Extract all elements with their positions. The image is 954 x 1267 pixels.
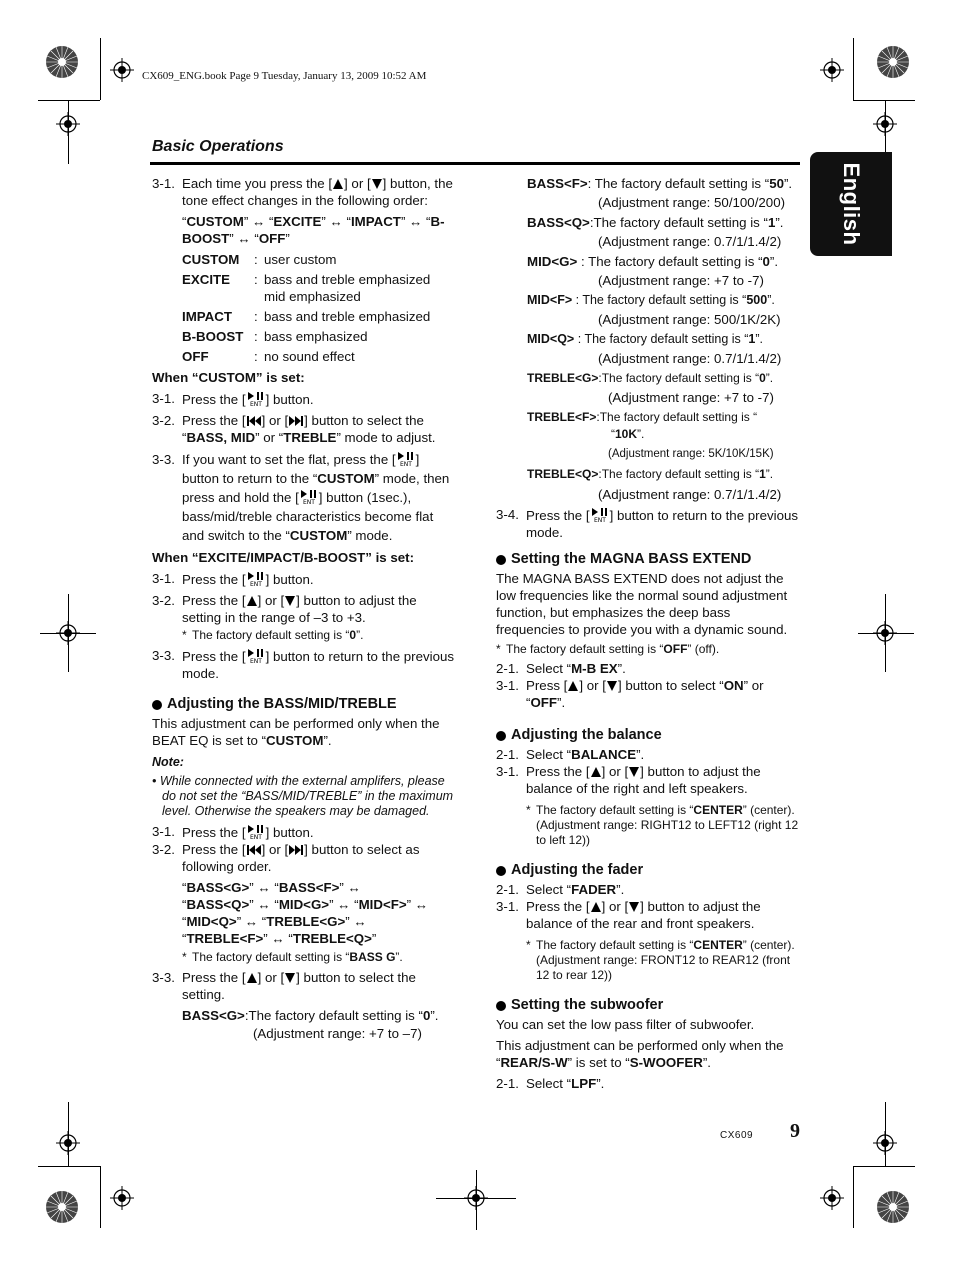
registration-mark-icon — [110, 58, 134, 82]
starburst-mark-icon — [42, 1187, 82, 1227]
mode-definition: CUSTOM : user custom — [182, 252, 337, 267]
step: 3-2. Press the [ ] or [ ] button to adjust the setting in the range of –3 to +3. — [152, 593, 417, 625]
mode-definition: B-BOOST : bass emphasized — [182, 329, 368, 344]
registration-mark-icon — [873, 112, 897, 136]
registration-mark-icon — [820, 1186, 844, 1210]
param-item: TREBLE<F>:The factory default setting is “ “10K”. — [527, 410, 758, 441]
param-item: TREBLE<Q>:The factory default setting is “1”. — [527, 467, 774, 481]
down-button-icon — [628, 901, 640, 913]
step: 2-1. Select “BALANCE”. — [496, 747, 645, 762]
mode-definition: OFF : no sound effect — [182, 349, 355, 364]
bullet-icon — [152, 700, 162, 710]
step: 3-3. Press the [ ENT ] button to return to the previous mode. — [152, 648, 455, 681]
param-item: MID<F> : The factory default setting is “500”. — [527, 293, 775, 307]
param-range: (Adjustment range: +7 to -7) — [608, 390, 774, 405]
note-text: • While connected with the external amplifers, please do not set the “BASS/MID/TREBLE” in the maximum level. Otherwise the speakers may be damaged. — [152, 774, 454, 818]
param-item: BASS<Q>:The factory default setting is “1”. — [527, 215, 784, 230]
up-button-icon — [590, 901, 602, 913]
svg-text:ENT: ENT — [593, 517, 606, 522]
play-pause-ent-button-icon — [299, 488, 319, 504]
step: 3-1. Press the [ ENT ] button. — [152, 391, 314, 407]
mbe-heading: Setting the MAGNA BASS EXTEND — [496, 551, 802, 568]
bullet-icon — [496, 1001, 506, 1011]
factory-note: * The factory default setting is “CENTER” (center). (Adjustment range: RIGHT12 to LEFT12 (right 12 to left 12)) — [496, 803, 802, 848]
starburst-mark-icon — [873, 42, 913, 82]
down-button-icon — [284, 595, 296, 607]
svg-text:ENT: ENT — [249, 834, 262, 839]
param-item: BASS<F>: The factory default setting is “50”. — [527, 176, 793, 191]
bass-g-range: (Adjustment range: +7 to –7) — [253, 1026, 422, 1041]
up-button-icon — [246, 972, 258, 984]
step: 3-2. Press the [ ] or [ ] button to select as following order. — [152, 842, 420, 874]
prev-button-icon — [246, 844, 262, 856]
mode-definition: IMPACT : bass and treble emphasized — [182, 309, 431, 324]
next-button-icon — [288, 415, 304, 427]
registration-mark-icon — [110, 1186, 134, 1210]
param-range: (Adjustment range: 500/1K/2K) — [598, 312, 781, 327]
play-pause-ent-button-icon — [396, 450, 416, 466]
up-button-icon — [246, 595, 258, 607]
tone-order: “CUSTOM” ↔ “EXCITE” ↔ “IMPACT” ↔ “B-BOOST” ↔ “OFF” — [182, 214, 445, 246]
step: 3-1. Press the [ ] or [ ] button to adjust the balance of the right and left speakers. — [496, 764, 761, 796]
up-button-icon — [590, 766, 602, 778]
balance-heading: Adjusting the balance — [496, 727, 802, 744]
subwoofer-paragraph: This adjustment can be performed only when the “REAR/S-W” is set to “S-WOOFER”. — [496, 1038, 784, 1070]
step: 3-1. Press the [ ] or [ ] button to adjust the balance of the rear and front speakers. — [496, 899, 761, 931]
bullet-icon — [496, 731, 506, 741]
band-order: “BASS<G>” ↔ “BASS<F>” ↔ “BASS<Q>” ↔ “MID<G>” ↔ “MID<F>” ↔ “MID<Q>” ↔ “TREBLE<G>” ↔ “TREBLE<F>” ↔ “TREBLE<Q>” — [182, 880, 429, 946]
bmt-heading: Adjusting the BASS/MID/TREBLE — [152, 696, 457, 713]
factory-note: * The factory default setting is “CENTER” (center). (Adjustment range: FRONT12 to REAR12 (front 12 to rear 12)) — [496, 938, 802, 983]
starburst-mark-icon — [42, 42, 82, 82]
language-tab-label: English — [839, 162, 864, 246]
param-list — [496, 175, 802, 503]
bass-g-param: BASS<G>:The factory default setting is “0”. — [182, 1008, 439, 1023]
param-item: MID<G> : The factory default setting is “0”. — [527, 254, 779, 269]
play-pause-ent-button-icon — [246, 390, 266, 406]
down-button-icon — [284, 972, 296, 984]
mode-definition: EXCITE : bass and treble emphasized mid emphasized — [182, 272, 431, 304]
svg-text:ENT: ENT — [249, 401, 262, 406]
note-label: Note: — [152, 755, 184, 769]
param-range: (Adjustment range: 5K/10K/15K) — [608, 448, 774, 460]
down-button-icon — [606, 680, 618, 692]
registration-mark-icon — [56, 112, 80, 136]
play-pause-ent-button-icon — [246, 647, 266, 663]
step: 3-4. Press the [ ENT ] button to return to the previous mode. — [496, 507, 799, 540]
step: 3-1. Press the [ ENT ] button. — [152, 571, 314, 587]
right-column — [496, 175, 802, 1096]
step: 3-3. If you want to set the flat, press the [ ENT ] button to return to the “CUSTOM” mode, then press and hold the [ ENT ] button (1sec.), bass/mid/treble characteristics become flat and switch to the “CUSTOM” mode. — [152, 452, 450, 543]
factory-note: * The factory default setting is “OFF” (off). — [496, 642, 802, 657]
bmt-paragraph: This adjustment can be performed only when the BEAT EQ is set to “CUSTOM”. — [152, 716, 440, 748]
section-title: Basic Operations — [152, 138, 284, 155]
mbe-paragraph: The MAGNA BASS EXTEND does not adjust the low frequencies like the normal sound adjustment function, but emphasizes the deep bass frequencies to provide you with a dynamic sound. — [496, 571, 788, 637]
param-range: (Adjustment range: 0.7/1/1.4/2) — [598, 351, 782, 366]
step: 3-2. Press the [ ] or [ ] button to select the “BASS, MID” or “TREBLE” mode to adjust. — [152, 413, 436, 445]
step: 2-1. Select “M-B EX”. — [496, 661, 626, 676]
svg-text:ENT: ENT — [399, 461, 412, 466]
svg-text:ENT: ENT — [249, 581, 262, 586]
language-tab — [810, 152, 892, 256]
registration-mark-icon — [820, 58, 844, 82]
title-rule — [150, 162, 800, 165]
bullet-icon — [496, 555, 506, 565]
param-range: (Adjustment range: 50/100/200) — [598, 195, 786, 210]
param-item: TREBLE<G>:The factory default setting is “0”. — [527, 371, 774, 385]
play-pause-ent-button-icon — [590, 506, 610, 522]
step: 3-1. Press the [ ENT ] button. — [152, 824, 314, 840]
factory-note: * The factory default setting is “BASS G”. — [152, 950, 457, 965]
left-column — [152, 175, 457, 1042]
down-button-icon — [628, 766, 640, 778]
registration-mark-icon — [464, 1186, 488, 1210]
subwoofer-paragraph: You can set the low pass filter of subwoofer. — [496, 1017, 755, 1032]
play-pause-ent-button-icon — [246, 570, 266, 586]
factory-note: * The factory default setting is “0”. — [152, 628, 457, 643]
fader-heading: Adjusting the fader — [496, 862, 802, 879]
excite-heading: When “EXCITE/IMPACT/B-BOOST” is set: — [152, 550, 415, 565]
model-label: CX609 — [720, 1130, 754, 1141]
up-button-icon — [567, 680, 579, 692]
param-range: (Adjustment range: +7 to -7) — [598, 273, 764, 288]
param-range: (Adjustment range: 0.7/1/1.4/2) — [598, 487, 782, 502]
registration-mark-icon — [873, 621, 897, 645]
page-number: 9 — [790, 1120, 800, 1142]
subwoofer-heading: Setting the subwoofer — [496, 997, 802, 1014]
step: 3-3. Press the [ ] or [ ] button to select the setting. — [152, 970, 416, 1002]
svg-text:ENT: ENT — [249, 658, 262, 663]
up-button-icon — [332, 178, 344, 190]
step-tone-effect: 3-1. Each time you press the [ ] or [ ] button, the tone effect changes in the following order: — [152, 176, 453, 208]
step: 2-1. Select “LPF”. — [496, 1076, 605, 1091]
play-pause-ent-button-icon — [246, 823, 266, 839]
step: 2-1. Select “FADER”. — [496, 882, 625, 897]
svg-text:ENT: ENT — [302, 499, 315, 504]
param-range: (Adjustment range: 0.7/1/1.4/2) — [598, 234, 782, 249]
starburst-mark-icon — [873, 1187, 913, 1227]
prev-button-icon — [246, 415, 262, 427]
step: 3-1. Press [ ] or [ ] button to select “ON” or “OFF”. — [496, 678, 764, 710]
custom-heading: When “CUSTOM” is set: — [152, 370, 305, 385]
registration-mark-icon — [56, 1131, 80, 1155]
next-button-icon — [288, 844, 304, 856]
down-button-icon — [371, 178, 383, 190]
registration-mark-icon — [56, 621, 80, 645]
registration-mark-icon — [873, 1131, 897, 1155]
bullet-icon — [496, 866, 506, 876]
print-header: CX609_ENG.book Page 9 Tuesday, January 13, 2009 10:52 AM — [142, 70, 427, 82]
param-item: MID<Q> : The factory default setting is “1”. — [527, 332, 764, 346]
